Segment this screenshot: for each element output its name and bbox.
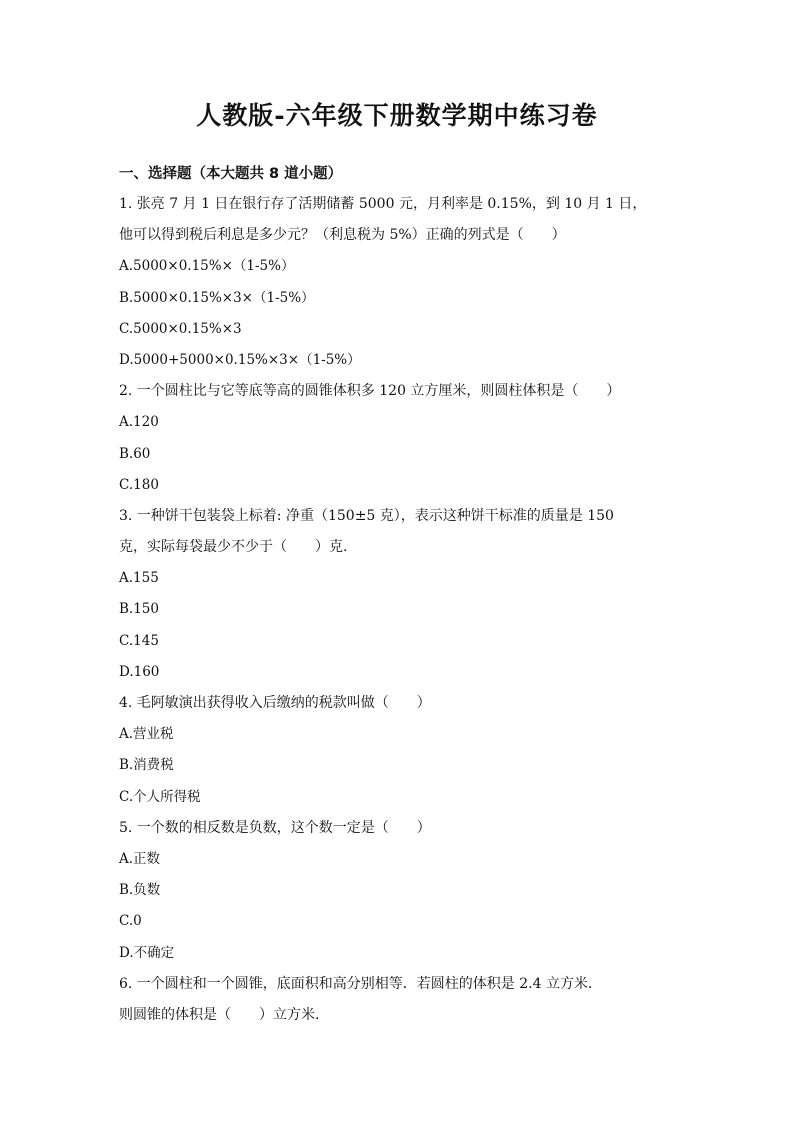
option-b: B.负数 [119, 882, 161, 899]
option-d: D.160 [119, 663, 160, 680]
question-6 [119, 969, 689, 1031]
section-heading: 一、选择题（本大题共 8 道小题） [119, 166, 343, 182]
question-3 [119, 501, 689, 688]
question-text: 2. 一个圆柱比与它等底等高的圆锥体积多 120 立方厘米，则圆柱体积是（ ） [119, 383, 621, 400]
option-a: A.120 [119, 414, 159, 431]
question-text: 5. 一个数的相反数是负数，这个数一定是（ ） [119, 819, 431, 836]
question-2 [119, 376, 689, 501]
question-text: 1. 张亮 7 月 1 日在银行存了活期储蓄 5000 元，月利率是 0.15%，到 10 月 1 日， [119, 196, 647, 212]
question-text: 克，实际每袋最少不少于（ ）克. [119, 539, 348, 556]
option-a: A.正数 [119, 850, 161, 867]
question-text: 则圆锥的体积是（ ）立方米. [119, 1006, 320, 1023]
question-text: 他可以得到税后利息是多少元？（利息税为 5%）正确的列式是（ ） [119, 227, 566, 244]
option-b: B.5000×0.15%×3×（1-5%） [119, 289, 315, 306]
option-a: A.155 [119, 570, 159, 587]
question-text: 4. 毛阿敏演出获得收入后缴纳的税款叫做（ ） [119, 695, 431, 711]
option-a: A.营业税 [119, 726, 174, 743]
exam-content [119, 160, 689, 1031]
option-c: C.145 [119, 632, 159, 649]
question-5 [119, 813, 689, 969]
option-c: C.0 [119, 913, 142, 930]
option-a: A.5000×0.15%×（1-5%） [119, 258, 295, 275]
option-c: C.5000×0.15%×3 [119, 320, 242, 337]
question-text: 6. 一个圆柱和一个圆锥，底面积和高分别相等．若圆柱的体积是 2.4 立方米． [119, 975, 602, 992]
option-b: B.60 [119, 445, 151, 462]
page-title: 人教版-六年级下册数学期中练习卷 [196, 101, 598, 130]
option-c: C.个人所得税 [119, 788, 201, 805]
question-1 [119, 189, 689, 376]
question-4 [119, 688, 689, 813]
option-d: D.不确定 [119, 944, 175, 961]
question-text: 3. 一种饼干包装袋上标着: 净重（150±5 克），表示这种饼干标准的质量是 150 [119, 507, 614, 524]
option-b: B.消费税 [119, 757, 174, 774]
option-d: D.5000+5000×0.15%×3×（1-5%） [119, 351, 361, 368]
option-b: B.150 [119, 601, 159, 618]
option-c: C.180 [119, 476, 159, 493]
